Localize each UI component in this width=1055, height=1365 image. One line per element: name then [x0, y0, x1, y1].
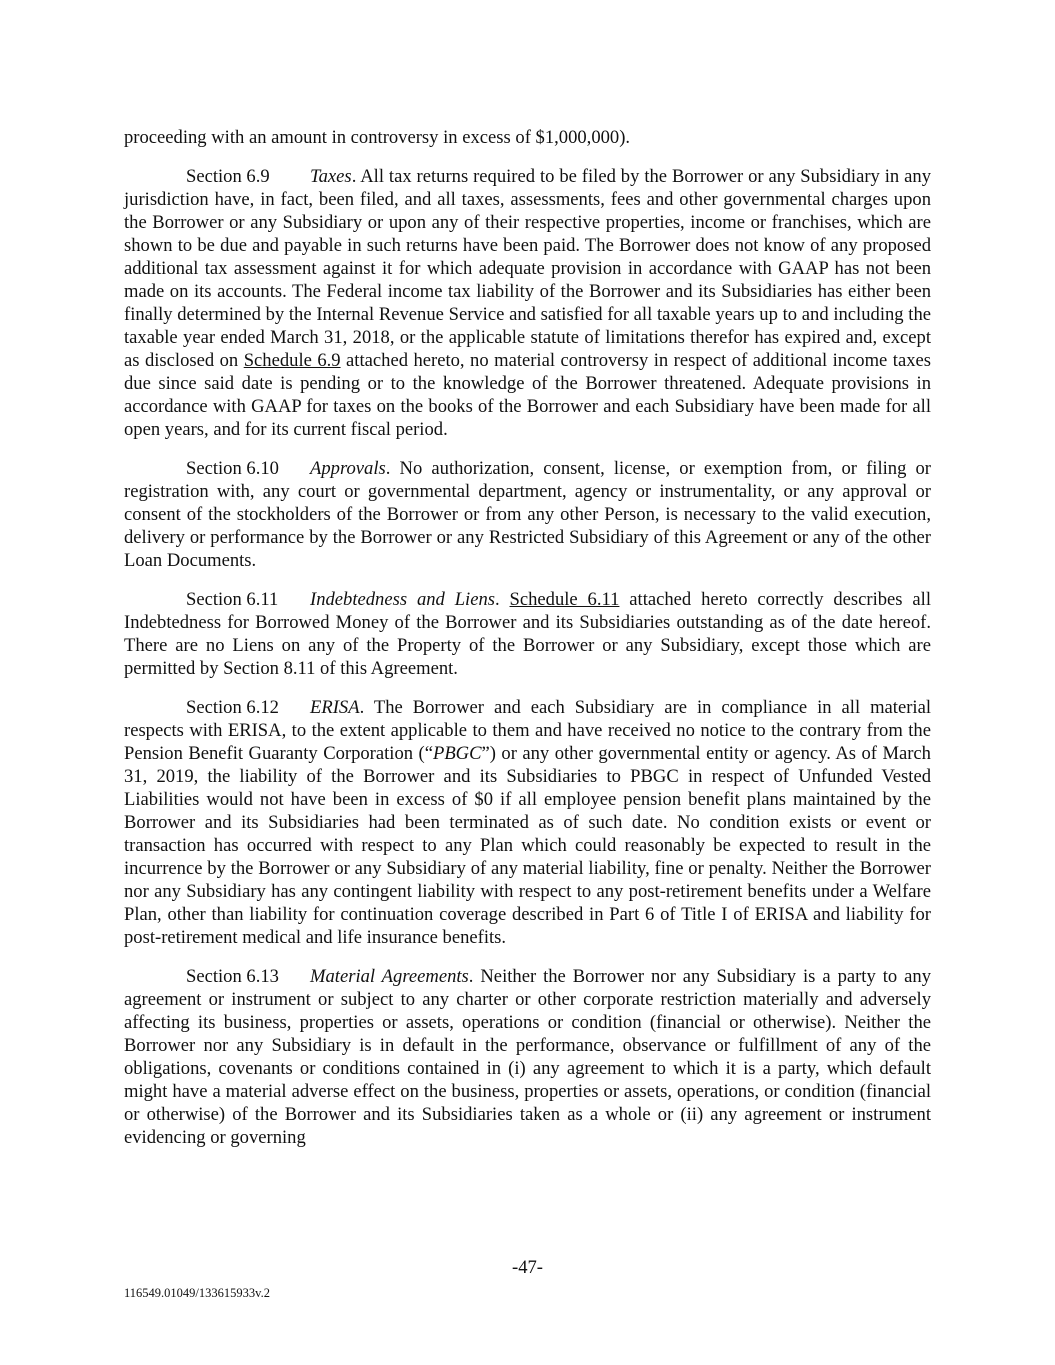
section-text: attached hereto correctly describes all Indebtedness for Borrowed Money of the Borrower and its Subsidiaries outstanding as of the date hereof. There are no Liens on any of the Property of the Borrower or any Subsidiary, except those which are permitted by Section 8.11 of this Agreement. — [124, 589, 932, 679]
section-number: Section 6.10 — [186, 458, 279, 479]
section-number: Section 6.9 — [186, 166, 270, 187]
defined-term: PBGC — [432, 743, 482, 764]
section-title: Approvals — [310, 458, 386, 479]
section-text: ”) or any other governmental entity or agency. As of March 31, 2019, the liability of the Borrower and its Subsidiaries to PBGC in respect of Unfunded Vested Liabilities would not have been in excess of $0 if all employee pension benefit plans maintained by the Borrower and its Subsidiaries had been terminated as of such date. No condition exists or event or transaction has occurred with respect to any Plan which could reasonably be expected to result in the incurrence by the Borrower or any Subsidiary of any material liability, fine or penalty. Neither the Borrower nor any Subsidiary has any contingent liability with respect to any post-retirement benefits under a Welfare Plan, other than liability for continuation coverage described in Part 6 of Title I of ERISA and liability for post-retirement medical and life insurance benefits. — [124, 743, 931, 948]
section-6-10 — [124, 457, 931, 572]
section-title: Material Agreements — [310, 966, 469, 987]
section-number: Section 6.12 — [186, 697, 279, 718]
continuation-paragraph: proceeding with an amount in controversy in excess of $1,000,000). — [124, 127, 631, 148]
section-number: Section 6.13 — [186, 966, 279, 987]
schedule-reference: Schedule 6.9 — [243, 350, 341, 371]
section-6-12 — [124, 696, 931, 949]
section-title: Indebtedness and Liens — [310, 589, 495, 610]
section-text: . The Borrower and each Subsidiary are in compliance in all material respects with ERISA, to the extent applicable to them and have received no notice to the contrary from the Pension Benefit Guaranty Corporation (“ — [124, 697, 931, 764]
document-body — [124, 126, 931, 1165]
document-id: 116549.01049/133615933v.2 — [124, 1286, 270, 1300]
section-text: . No authorization, consent, license, or exemption from, or filing or registration with, any court or governmental department, agency or instrumentality, or any approval or consent of the stockholders of the Borrower or from any other Person, is necessary to the valid execution, delivery or performance by the Borrower or any Restricted Subsidiary of this Agreement or any of the other Loan Documents. — [124, 458, 931, 571]
section-number: Section 6.11 — [186, 589, 279, 610]
section-text: . — [495, 589, 510, 610]
section-text: . All tax returns required to be filed by the Borrower or any Subsidiary in any jurisdiction have, in fact, been filed, and all taxes, assessments, fees and other governmental charges upon the Borrower or any Subsidiary or upon any of their respective properties, income or franchises, which are shown to be due and payable in such returns have been paid. The Borrower does not know of any proposed additional tax assessment against it for which adequate provision in accordance with GAAP has not been made on its accounts. The Federal income tax liability of the Borrower and its Subsidiaries has either been finally determined by the Internal Revenue Service and satisfied for all taxable years up to and including the taxable year ended March 31, 2018, or the applicable statute of limitations therefor has expired and, except as disclosed on — [124, 166, 931, 371]
section-title: Taxes — [310, 166, 352, 187]
section-text: attached hereto, no material controversy in respect of additional income taxes due since said date is pending or to the knowledge of the Borrower threatened. Adequate provisions in accordance with GAAP for taxes on the books of the Borrower and each Subsidiary have been made for all open years, and for its current fiscal period. — [124, 350, 931, 440]
section-text: . Neither the Borrower nor any Subsidiary is a party to any agreement or instrument or subject to any charter or other corporate restriction materially and adversely affecting its business, properties or assets, operations or condition (financial or otherwise). Neither the Borrower nor any Subsidiary is in default in the performance, observance or fulfillment of any of the obligations, covenants or conditions contained in (i) any agreement to which it is a party, which default might have a material adverse effect on the business, properties or assets, operations, or condition (financial or otherwise) of the Borrower and its Subsidiaries taken as a whole or (ii) any agreement or instrument evidencing or governing — [124, 966, 931, 1148]
page-number: -47- — [512, 1257, 543, 1278]
section-title: ERISA — [310, 697, 360, 718]
section-6-11 — [124, 588, 931, 680]
schedule-reference: Schedule 6.11 — [509, 589, 620, 610]
section-6-13 — [124, 965, 931, 1149]
section-6-9 — [124, 165, 931, 441]
